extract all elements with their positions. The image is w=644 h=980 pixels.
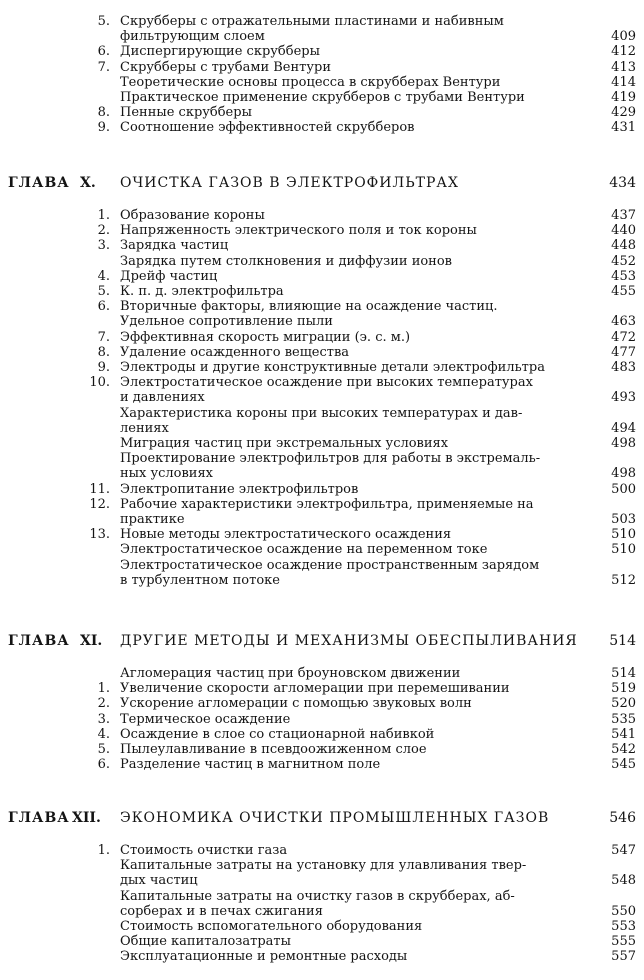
entry-title: Электростатическое осаждение при высоких температурах [120,375,533,391]
entry-title: и давлениях [120,390,205,406]
entry-page-number: 429 [611,105,636,121]
entry-page-number: 553 [611,919,636,934]
entry-page-number: 550 [611,903,636,919]
entry-number: 3. [97,711,110,727]
entry-number: 7. [97,329,110,345]
entry-page-number: 455 [611,284,636,299]
entry-title: в турбулентном потоке [120,572,280,588]
chapter-page-number: 514 [609,633,636,649]
entry-title: Общие капиталозатраты [120,934,291,950]
entry-title: Практическое применение скрубберов с трубами Вентури [120,90,525,105]
entry-page-number: 547 [611,843,636,858]
entry-title: Стоимость очистки газа [120,843,288,858]
entry-page-number: 535 [611,711,636,727]
chapter-title: ОЧИСТКА ГАЗОВ В ЭЛЕКТРОФИЛЬТРАХ [120,175,459,191]
entry-title: Увеличение скорости агломерации при перемешивании [120,681,510,697]
entry-page-number: 453 [611,268,636,284]
entry-page-number: 498 [611,466,636,482]
entry-title: Электроды и другие конструктивные детали электрофильтра [120,360,545,375]
entry-page-number: 494 [611,420,636,436]
entry-title: практике [120,512,185,527]
chapter-page-number: 546 [609,810,636,826]
entry-number: 1. [97,843,110,858]
entry-number: 6. [97,299,110,315]
entry-page-number: 483 [611,360,636,375]
entry-page-number: 409 [611,29,636,45]
chapter-number: X. [80,175,96,191]
entry-title: Теоретические основы процесса в скрубберах Вентури [120,74,501,90]
entry-title: Термическое осаждение [120,711,291,727]
entry-title: Вторичные факторы, влияющие на осаждение частиц. [120,299,498,315]
entry-page-number: 541 [611,726,636,742]
entry-number: 9. [97,360,110,375]
entry-title: Эксплуатационные и ремонтные расходы [120,949,408,965]
entry-title: Электропитание электрофильтров [120,481,359,497]
chapter-title: ДРУГИЕ МЕТОДЫ И МЕХАНИЗМЫ ОБЕСПЫЛИВАНИЯ [120,633,578,649]
entry-title: Агломерация частиц при броуновском движении [120,666,461,681]
entry-page-number: 440 [611,223,636,239]
entry-title: сорберах и в печах сжигания [120,903,323,919]
entry-page-number: 472 [611,329,636,345]
entry-page-number: 493 [611,390,636,406]
entry-title: Капитальные затраты на очистку газов в скрубберах, аб- [120,888,515,904]
entry-page-number: 510 [611,527,636,543]
entry-title: Удельное сопротивление пыли [120,314,333,330]
entry-page-number: 498 [611,436,636,451]
entry-number: 1. [97,681,110,697]
entry-number: 11. [89,481,110,497]
entry-title: Соотношение эффективностей скрубберов [120,120,415,136]
chapter-number: XI. [80,633,103,649]
entry-number: 6. [97,44,110,60]
entry-page-number: 412 [611,44,636,60]
entry-title: Проектирование электрофильтров для работы в экстремаль- [120,451,541,467]
chapter-number: XII. [72,810,101,826]
entry-page-number: 548 [611,873,636,889]
entry-page-number: 419 [611,90,636,105]
entry-title: Миграция частиц при экстремальных условиях [120,436,449,451]
entry-number: 8. [97,344,110,360]
entry-title: Дрейф частиц [120,268,218,284]
entry-title: Стоимость вспомогательного оборудования [120,919,423,934]
entry-title: Пылеулавливание в псевдоожиженном слое [120,742,427,757]
entry-page-number: 452 [611,253,636,269]
entry-title: лениях [120,420,169,436]
chapter-label: ГЛАВА [8,175,70,191]
chapter-title: ЭКОНОМИКА ОЧИСТКИ ПРОМЫШЛЕННЫХ ГАЗОВ [120,810,550,826]
entry-page-number: 503 [611,512,636,527]
chapter-page-number: 434 [609,175,636,191]
entry-title: Удаление осажденного вещества [120,344,350,360]
entry-title: ных условиях [120,466,214,482]
entry-page-number: 477 [611,344,636,360]
entry-page-number: 520 [611,696,636,712]
entry-number: 4. [97,726,110,742]
entry-number: 4. [97,268,110,284]
entry-number: 10. [89,375,110,391]
entry-number: 6. [97,757,110,773]
entry-title: Ускорение агломерации с помощью звуковых волн [120,696,472,712]
entry-title: Диспергирующие скрубберы [120,44,320,60]
entry-number: 2. [97,223,110,239]
entry-title: Разделение частиц в магнитном поле [120,757,381,773]
entry-title: К. п. д. электрофильтра [120,284,284,299]
entry-page-number: 514 [611,666,636,681]
entry-number: 5. [97,742,110,757]
entry-title: Скрубберы с отражательными пластинами и набивным [120,14,504,29]
entry-title: Характеристика короны при высоких температурах и дав- [120,405,523,421]
entry-number: 9. [97,120,110,136]
entry-page-number: 545 [611,757,636,773]
entry-page-number: 557 [611,949,636,965]
entry-number: 5. [97,14,110,29]
entry-page-number: 463 [611,314,636,330]
entry-title: Рабочие характеристики электрофильтра, применяемые на [120,496,534,512]
entry-page-number: 448 [611,238,636,254]
entry-title: Образование короны [120,208,265,223]
entry-number: 5. [97,284,110,299]
entry-title: Электростатическое осаждение на переменном токе [120,542,488,558]
entry-page-number: 413 [611,59,636,75]
entry-page-number: 414 [611,74,636,90]
entry-title: Зарядка путем столкновения и диффузии ионов [120,253,452,269]
entry-number: 2. [97,696,110,712]
entry-number: 7. [97,59,110,75]
entry-number: 13. [89,527,110,543]
entry-page-number: 542 [611,742,636,757]
entry-number: 12. [89,496,110,512]
entry-page-number: 500 [611,481,636,497]
entry-title: Осаждение в слое со стационарной набивкой [120,726,435,742]
chapter-label: ГЛАВА [8,810,70,826]
entry-title: Пенные скрубберы [120,105,252,121]
entry-page-number: 437 [611,208,636,223]
chapter-label: ГЛАВА [8,633,70,649]
entry-page-number: 431 [611,120,636,136]
entry-title: Новые методы электростатического осаждения [120,527,452,543]
entry-number: 8. [97,105,110,121]
entry-title: Скрубберы с трубами Вентури [120,59,331,75]
entry-page-number: 519 [611,681,636,697]
entry-title: Эффективная скорость миграции (э. с. м.) [120,329,411,345]
entry-title: Напряженность электрического поля и ток короны [120,223,477,239]
entry-title: фильтрующим слоем [120,29,265,45]
entry-title: Капитальные затраты на установку для улавливания твер- [120,858,527,874]
entry-page-number: 555 [611,934,636,950]
entry-number: 1. [97,208,110,223]
entry-title: Электростатическое осаждение пространственным зарядом [120,557,540,573]
entry-page-number: 510 [611,542,636,558]
entry-title: Зарядка частиц [120,238,229,254]
entry-number: 3. [97,238,110,254]
entry-page-number: 512 [611,572,636,588]
entry-title: дых частиц [120,873,198,889]
